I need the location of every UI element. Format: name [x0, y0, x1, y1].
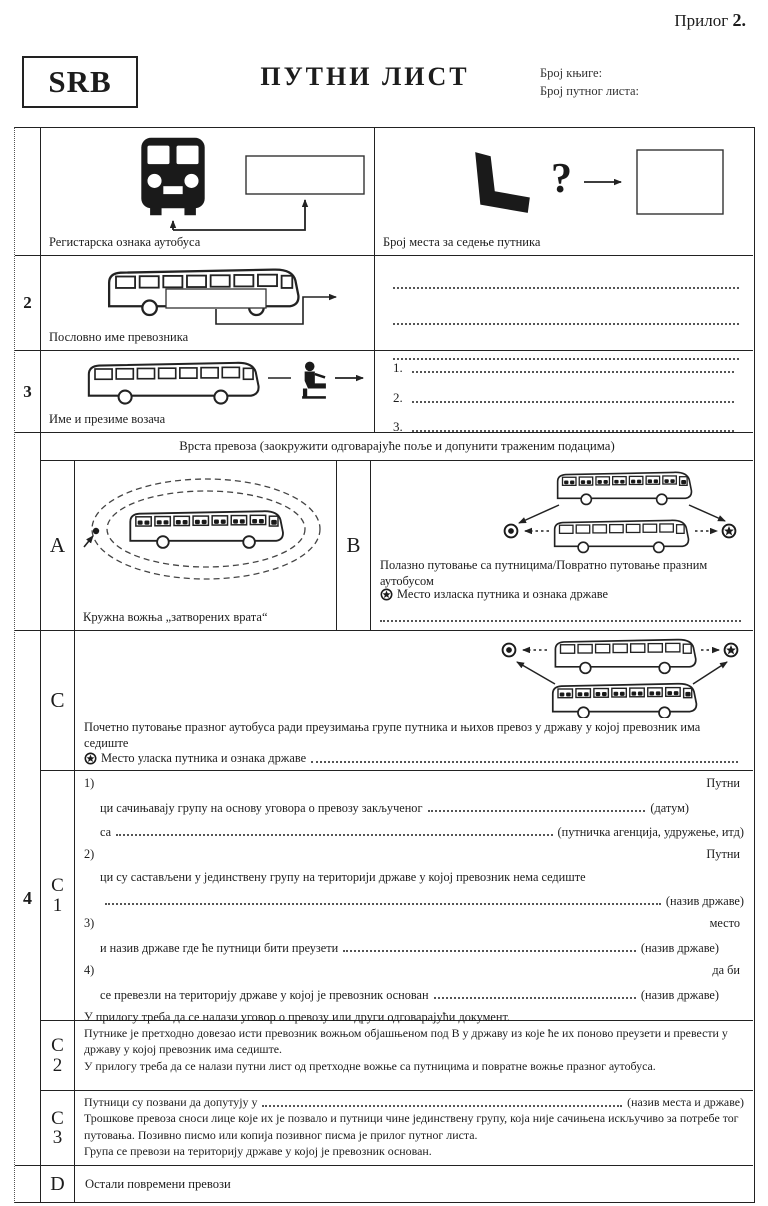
clause-text: и назив државе где ће путници бити преузети: [100, 941, 339, 956]
row3-number-cell: [15, 351, 41, 433]
country-code: SRB: [48, 64, 112, 99]
transport-type-header-text: Врста превоза (заокружити одговарајуће поље и допунити траженим подацима): [179, 439, 615, 453]
clause-4-line-1: [84, 985, 744, 1002]
row1-number-cell: [15, 128, 41, 256]
waybill-form-table: [14, 127, 755, 1203]
seat-icon: [399, 144, 729, 224]
driver-bus-diagram: [41, 356, 374, 412]
clause-hint: (датум): [650, 800, 689, 815]
bus-front-icon: [48, 136, 368, 232]
row-d-spacer-cell: [15, 1166, 41, 1203]
document-numbers: [540, 64, 639, 100]
option-c1-letter-cell[interactable]: [41, 771, 75, 1021]
row1-right-caption: Број места за седење путника: [383, 235, 541, 249]
option-c3-text-2: Група се превози на територију државе у којој је превозник основан.: [84, 1144, 432, 1159]
clause-text: Путници су позвани да допутују у: [84, 1095, 258, 1109]
option-c-caption: Почетно путовање празног аутобуса ради преузимања групе путника и њихов превоз у државу у којој превозник има седиште: [84, 720, 701, 751]
row3-caption: Име и презиме возача: [49, 412, 166, 426]
clause-footer-text: У прилогу треба да се налази уговор о превозу или други одговарајући документ.: [84, 1010, 510, 1025]
driver-line-1: [393, 359, 739, 376]
option-d-letter-cell[interactable]: [41, 1166, 75, 1203]
question-mark: ?: [551, 156, 572, 202]
row1-registration-cell: [41, 128, 375, 256]
country-code-box: [22, 56, 138, 108]
write-line: [262, 1094, 622, 1107]
bus-registration-diagram: [41, 136, 374, 232]
option-c2-subnumber: 2: [52, 1054, 63, 1076]
row3-number: 3: [23, 381, 32, 401]
line-number: 2.: [393, 389, 403, 405]
seat-count-write-box: [637, 150, 723, 214]
bus-driver-icon: [43, 356, 373, 412]
attachment-word: Прилог: [674, 11, 729, 30]
clause-1-line-1: [84, 798, 744, 815]
row2-number-cell: [15, 256, 41, 351]
row2-caption: Пословно име превозника: [49, 330, 189, 344]
option-a-cell: [75, 461, 337, 631]
write-line: [428, 798, 646, 812]
row2-carrier-cell: [41, 256, 375, 351]
option-b-letter: B: [346, 533, 361, 557]
entry-point-icon: [503, 644, 516, 657]
option-c2-letter: C: [51, 1035, 64, 1057]
option-d-cell: [75, 1166, 753, 1203]
section4-number-cell: [15, 631, 41, 1166]
option-c1-subnumber: 1: [52, 894, 63, 916]
option-b-bullet-text: Место изласка путника и ознака државе: [397, 587, 608, 601]
option-c1-letter: C: [51, 875, 64, 897]
write-line: [105, 892, 661, 906]
clause-1-line-2: [84, 823, 744, 840]
registration-write-box: [246, 156, 364, 194]
option-a-letter-cell[interactable]: [41, 461, 75, 631]
row2-write-cell: [375, 256, 753, 351]
write-line: [393, 270, 739, 289]
write-line: [434, 985, 636, 999]
page-title: ПУТНИ ЛИСТ: [260, 62, 470, 91]
clause-tail-word: место: [709, 916, 740, 931]
clause-text: ци сачињавају групу на основу уговора о превозу закљученог: [100, 800, 423, 815]
clause-2-head: [84, 847, 744, 861]
clause-1-head: [84, 776, 744, 790]
star-circle-icon: [84, 752, 97, 765]
option-a-caption: Кружна вожња „затворених врата“: [83, 610, 268, 624]
write-line: [412, 388, 734, 402]
pickup-trip-diagram: [493, 634, 745, 718]
transport-type-header: [41, 433, 753, 461]
clause-hint: (путничка агенција, удружење, итд): [557, 825, 744, 840]
option-c-bullet-text: Место уласка путника и ознака државе: [101, 751, 307, 765]
option-c3-letter-cell[interactable]: [41, 1091, 75, 1166]
option-b-letter-cell[interactable]: [337, 461, 371, 631]
option-c2-text-2: У прилогу треба да се налази путни лист од претходне вожње са путницима и повратне вожње празног аутобуса.: [84, 1058, 656, 1073]
sheet-number-label: Број путног листа:: [540, 84, 639, 99]
option-b-caption: Полазно путовање са путницима/Повратно путовање празним аутобусом: [380, 558, 708, 589]
option-c3-subnumber: 3: [52, 1127, 63, 1148]
entry-point-icon: [505, 525, 518, 538]
option-d-caption: Остали повремени превози: [85, 1177, 231, 1191]
option-c2-text-1: Путнике је претходно довезао исти превозник вожњом објашњеном под B у државу из које ће их поново преузети и превести у државу у којој превозник има седиште.: [84, 1026, 728, 1057]
option-d-letter: D: [50, 1173, 65, 1195]
clause-tail-word: да би: [712, 963, 740, 978]
clause-hint: (назив државе): [665, 894, 744, 909]
clause-text: ци су састављени у јединствену групу на територији државе у којој превозник нема седиште: [100, 869, 586, 884]
driver-line-2: [393, 388, 739, 405]
clause-hint: (назив државе): [640, 941, 719, 956]
write-line: [412, 359, 734, 373]
option-c2-cell: [75, 1021, 753, 1091]
clause-2-line-1: [84, 870, 744, 884]
section4-spacer-cell: [15, 433, 41, 631]
clause-3-line-1: [84, 939, 744, 956]
row2-number: 2: [23, 293, 32, 312]
write-line: [393, 306, 739, 325]
option-c3-letter: C: [51, 1107, 64, 1129]
clause-2-line-2: [84, 892, 744, 909]
write-line: [311, 749, 738, 763]
clause-text: са: [100, 825, 112, 840]
line-number: 1.: [393, 360, 403, 376]
exit-point-icon: [725, 644, 738, 657]
write-line: [412, 418, 734, 432]
option-a-letter: A: [49, 533, 66, 557]
exit-point-icon: [723, 525, 736, 538]
row1-seats-cell: [375, 128, 753, 256]
write-line: [380, 603, 741, 622]
option-c3-text-1: Трошкове превоза сноси лице које их је позвало и путници чине јединствену групу, која није сачињена искључиво за потребе тог путовања. Позивно писмо или копија позивног писма је прилог путног листа.: [84, 1111, 739, 1142]
attachment-label: [674, 10, 746, 31]
write-line: [116, 823, 552, 837]
circular-route-icon: [82, 471, 330, 593]
option-c2-letter-cell[interactable]: [41, 1021, 75, 1091]
option-b-cell: [371, 461, 753, 631]
clause-number: 4): [84, 963, 95, 978]
clause-tail-word: Путни: [706, 776, 740, 790]
line-number: 3.: [393, 419, 403, 435]
option-c-letter-cell[interactable]: [41, 631, 75, 771]
clause-hint: (назив државе): [640, 987, 719, 1002]
outward-return-diagram: [497, 465, 743, 559]
option-c1-cell: [75, 771, 753, 1025]
carrier-bus-diagram: [41, 262, 374, 328]
clause-number: 1): [84, 776, 95, 790]
option-b-bullet-line: [380, 587, 743, 602]
bus-side-icon: [48, 262, 368, 328]
section4-number: 4: [23, 887, 32, 908]
attachment-number: 2.: [732, 10, 746, 30]
clause-tail-word: Путни: [706, 847, 740, 862]
seat-count-diagram: [375, 144, 753, 224]
write-line: [343, 939, 636, 953]
pickup-trip-icon: [493, 634, 745, 718]
clause-4-head: [84, 963, 744, 977]
clause-hint: (назив места и државе): [627, 1095, 744, 1109]
option-c3-line-1: [84, 1094, 744, 1110]
star-circle-icon: [380, 588, 393, 601]
option-c3-cell: [75, 1091, 753, 1166]
row3-write-cell: [375, 351, 753, 433]
book-number-label: Број књиге:: [540, 66, 603, 80]
row3-driver-cell: [41, 351, 375, 433]
clause-number: 2): [84, 847, 95, 862]
outward-return-icon: [497, 465, 743, 559]
clause-text: се превезли на територију државе у којој је превозник основан: [100, 987, 429, 1002]
option-c-letter: C: [50, 688, 65, 712]
row1-left-caption: Регистарска ознака аутобуса: [49, 235, 201, 249]
clause-3-head: [84, 916, 744, 930]
bus-name-panel: [166, 289, 266, 308]
option-c-cell: [75, 631, 753, 771]
option-c-bullet-line: [84, 749, 743, 766]
clause-number: 3): [84, 916, 95, 931]
circular-route-diagram: [75, 471, 336, 593]
